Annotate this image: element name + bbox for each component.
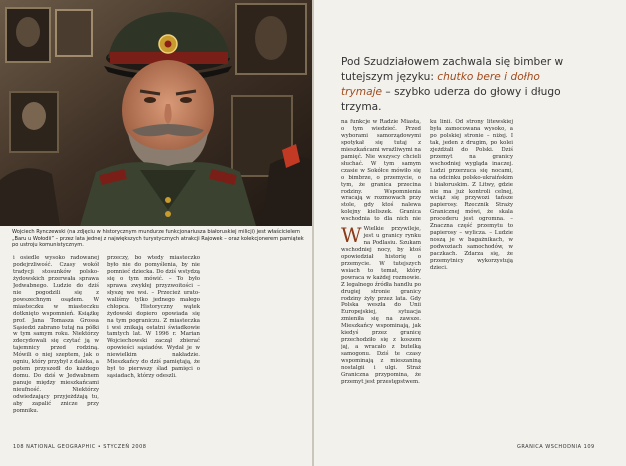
pull-quote [341, 55, 576, 115]
body-column-4 [341, 226, 421, 440]
column-5-text: ku linii. Od strony litewskiej była zamocowana wysoko, a po polskiej stronie – niżej. I tak, jeden z drugim, po kolei zjeżdżali do Polski. Dziś przemyt na granicy wschodniej wygląda inaczej. Ludzi przerzuca się nocami, na odcinku polsko-ukraińskim i białoruskim. Z Litwy, gdzie nie ma już kontroli celnej, wciąż się przywozi tańsze papierosy. Rzecznik Straży Granicznej mówi, że skala procederu jest ogromna. – Znaczna część przemytu to papierosy – wylicza. – Ludzie noszą je w bagażnikach, w podwoziach samochodów, w paczkach. Zdarza się, że przemytnicy wykorzystują dzieci. [430, 119, 513, 272]
page-gutter [312, 0, 314, 466]
photo-illustration [0, 0, 312, 226]
pull-quote-tail: – szybko uderza do głowy i długo trzyma. [341, 86, 561, 113]
column-1-text: i osiedle wysoko radowanej podejrzliwość. Czasy wokół tradycji stosunków polsko-żydowskich przerwała sprawa Jedwabnego. Ludzie do dziś nie pogodzili się z powszechnym osądem. W miasteczku w miasteczku dotknięto wspomnień. Książkę prof. Jana Tomasza Grossa Sąsiedzi zabrano tutaj na półki w tym samym roku. Niektórzy zdecydowali się czytać ją w tajemnicy przed rodziną. Mówili o niej szeptem, jak o ogniu, który przybył z daleka, a potem przyszedł do każdego domu. Do dziś w Jedwabnem panuje między mieszkańcami nieufność. Niektórzy odwiedzający przyjeżdżają tu, aby zapalić znicze przy pomniku. [13, 255, 99, 414]
folio-right: GRANICA WSCHODNIA 109 [517, 444, 595, 450]
body-column-5 [430, 119, 513, 440]
column-3-text: na funkcje w Radzie Miasta, o tym wiedzieć. Przed wyborami samorządowymi spotykał się tutaj z mieszkańcami wrażliwymi na pamięć. Nie wszyscy chcieli słuchać. W tym samym czasie w Sokółce mówiło się o bimbrze, o przemycie, o tym, że granica przecina rodziny. Wspomnienia wracają w rozmowach przy stole, gdy ktoś nalewa kolejny kieliszek. Granica wschodnia to dla nich nie [341, 119, 421, 221]
column-4-text: Wielkie przywileje, jest u granicy rynku na Podlasiu. Szukam wschodniej nocy, by ktoś opowiedział historię o przemycie. W tutejszych wsiach to temat, który powraca w każdej rozmowie. Z legalnego źródła handlu po drugiej stronie granicy rodziny żyły przez lata. Gdy Polska weszła do Unii Europejskiej, sytuacja zmieniła się na zawsze. Mieszkańcy wspominają, jak kiedyś przez granicę przechodziło się z koszem jaj, a wracało z butelką samogonu. Dziś te czasy wspominają z mieszaniną nostalgii i ulgi. Straż Graniczna przypomina, że przemyt jest przestępstwem. [341, 226, 421, 385]
folio-left: 108 NATIONAL GEOGRAPHIC • STYCZEŃ 2008 [13, 444, 147, 450]
pull-quote-dialect: chutko bere i dołho trymaje [341, 71, 540, 98]
photo-caption: Wojciech Rynczewski (na zdjęciu w historycznym mundurze funkcjonariusza białoruskiej milicji) jest właścicielem „Baru u Wołodii” – przez lata jednej z największych turystycznych atrakcji Rajowek – oraz kolekcjonerem pamiątek po ustroju komunistycznym. [12, 229, 304, 249]
pull-quote-lead: Pod Szudziałowem zachwala się bimber w tutejszym języku: [341, 56, 564, 83]
body-column-2 [107, 255, 200, 437]
body-column-3 [341, 119, 421, 221]
drop-cap: W [341, 226, 362, 247]
column-2-text: przeczy, bo wtedy miasteczko było nie do pomyślenia, by nie pomnieć dziecka. Do dziś wstydzą się o tym mówić. – To było sprawa zwykłej przyzwoitości – słyszę we wsi. – Przecież urato-waliśmy tylko jednego małego chłopca. Historyczny wątek żydowski dopiero opowiada się na tym pograniczu. Z miasteczka i wsi znikają ostatni świadkowie tamtych lat. W 1996 r. Marian Wojciechowski zaczął zbierać opowieści sąsiadów. Wydał je w niewielkim nakładzie. Mieszkańcy do dziś pamiętają, że był to pierwszy ślad pamięci o sąsiadach, którzy odeszli. [107, 255, 200, 380]
portrait-photo [0, 0, 312, 226]
body-column-1 [13, 255, 99, 437]
